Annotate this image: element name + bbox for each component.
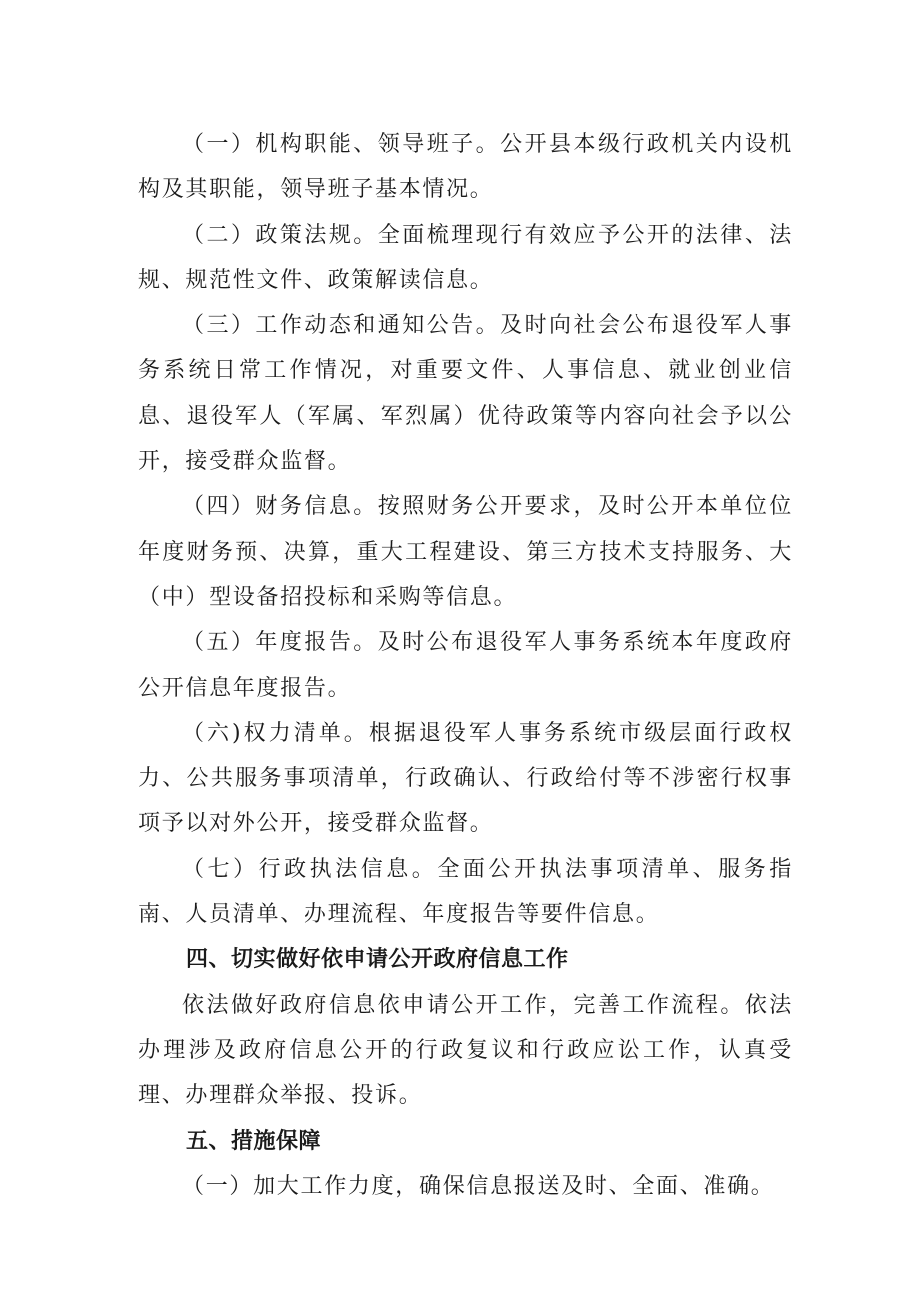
- paragraph-law-enforcement: （七）行政执法信息。全面公开执法事项清单、服务指南、人员清单、办理流程、年度报告等要件信息。: [138, 856, 793, 928]
- paragraph-on-request: 依法做好政府信息依申请公开工作，完善工作流程。依法办理涉及政府信息公开的行政复议和行政应讼工作，认真受理、办理群众举报、投诉。: [138, 992, 793, 1109]
- paragraph-finance: （四）财务信息。按照财务公开要求，及时公开本单位位年度财务预、决算，重大工程建设、第三方技术支持服务、大（中）型设备招投标和采购等信息。: [138, 494, 793, 610]
- paragraph-policies: （二）政策法规。全面梳理现行有效应予公开的法律、法规、规范性文件、政策解读信息。: [138, 222, 793, 293]
- paragraph-work-news: （三）工作动态和通知公告。及时向社会公布退役军人事务系统日常工作情况，对重要文件、人事信息、就业创业信息、退役军人（军属、军烈属）优待政策等内容向社会予以公开，接受群众监督。: [138, 313, 793, 475]
- paragraph-annual-report: （五）年度报告。及时公布退役军人事务系统本年度政府公开信息年度报告。: [138, 630, 793, 701]
- document-page: [138, 122, 793, 1209]
- paragraph-power-list: （六)权力清单。根据退役军人事务系统市级层面行政权力、公共服务事项清单，行政确认、行政给付等不涉密行权事项予以对外公开，接受群众监督。: [138, 720, 793, 837]
- paragraph-measures-one: （一）加大工作力度，确保信息报送及时、全面、准确。: [182, 1173, 775, 1199]
- section-heading-four: 四、切实做好依申请公开政府信息工作: [186, 947, 569, 973]
- section-heading-five: 五、措施保障: [186, 1128, 322, 1154]
- paragraph-org-functions: （一）机构职能、领导班子。公开县本级行政机关内设机构及其职能，领导班子基本情况。: [138, 132, 793, 203]
